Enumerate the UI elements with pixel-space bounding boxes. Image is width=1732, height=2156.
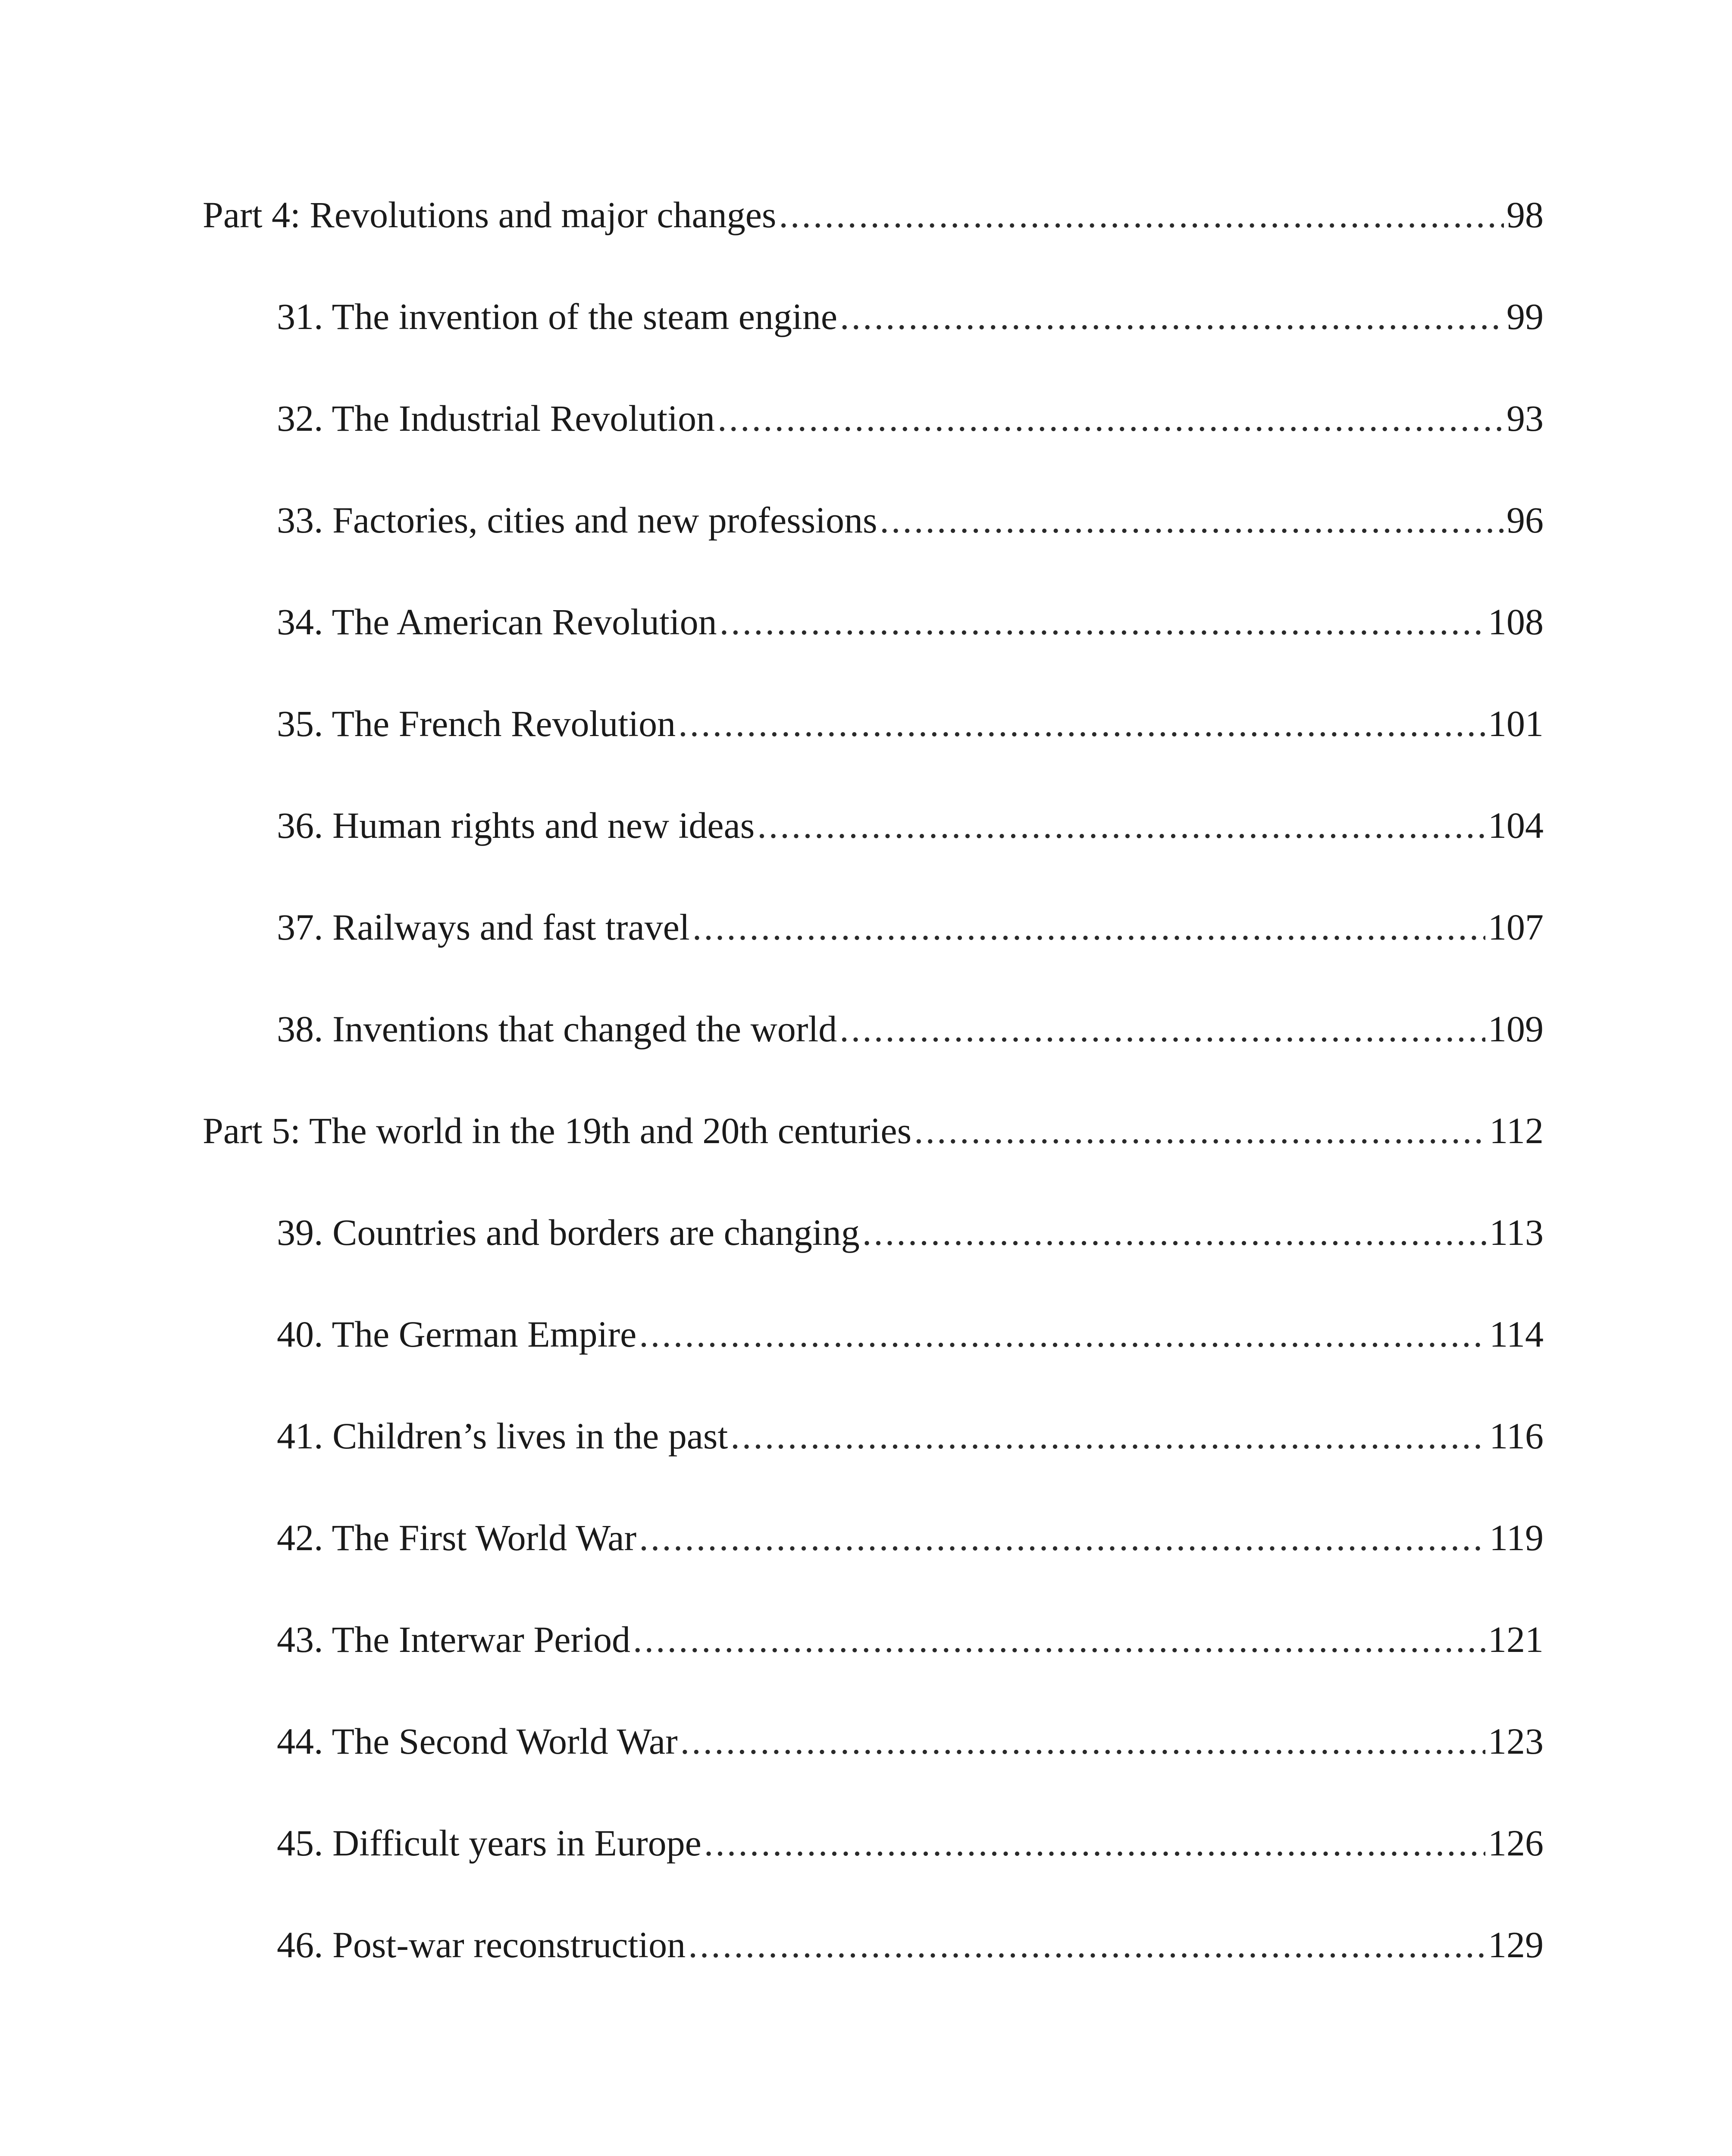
toc-entry-title: 40. The German Empire — [277, 1313, 637, 1355]
toc-page-number: 108 — [1488, 601, 1544, 642]
toc-chapter-entry[interactable] — [203, 1720, 1544, 1824]
toc-page-number: 123 — [1488, 1720, 1544, 1762]
toc-chapter-entry[interactable] — [203, 1417, 1544, 1519]
toc-chapter-entry[interactable] — [203, 1010, 1544, 1112]
toc-entry-title: 43. The Interwar Period — [277, 1619, 630, 1660]
toc-chapter-entry[interactable] — [203, 705, 1544, 807]
toc-page-number: 101 — [1488, 703, 1544, 744]
toc-entry-title: Part 4: Revolutions and major changes — [203, 194, 777, 235]
toc-page-number: 112 — [1489, 1110, 1544, 1151]
toc-part-entry[interactable] — [203, 1112, 1544, 1214]
toc-chapter-entry[interactable] — [203, 1519, 1544, 1621]
toc-page-number: 93 — [1506, 398, 1544, 439]
toc-dot-leader — [840, 298, 1504, 335]
toc-page-number: 113 — [1489, 1212, 1544, 1253]
toc-page-number: 116 — [1489, 1415, 1544, 1457]
toc-page-number: 126 — [1488, 1822, 1544, 1864]
toc-entry-title: 39. Countries and borders are changing — [277, 1212, 860, 1253]
toc-entry-title: 33. Factories, cities and new professions — [277, 499, 877, 541]
toc-chapter-entry[interactable] — [203, 807, 1544, 909]
toc-entry-title: 41. Children’s lives in the past — [277, 1415, 728, 1457]
toc-dot-leader — [720, 603, 1485, 640]
toc-entry-title: 46. Post-war reconstruction — [277, 1924, 686, 1965]
toc-chapter-entry[interactable] — [203, 1926, 1544, 2028]
toc-dot-leader — [688, 1926, 1485, 1963]
toc-chapter-entry[interactable] — [203, 501, 1544, 603]
toc-entry-title: 32. The Industrial Revolution — [277, 398, 715, 439]
toc-chapter-entry[interactable] — [203, 1824, 1544, 1926]
toc-dot-leader — [730, 1417, 1487, 1454]
toc-chapter-entry[interactable] — [203, 1621, 1544, 1723]
toc-dot-leader — [680, 1723, 1485, 1760]
toc-dot-leader — [914, 1112, 1487, 1149]
table-of-contents — [203, 196, 1544, 2028]
toc-dot-leader — [839, 1010, 1485, 1047]
toc-chapter-entry[interactable] — [203, 603, 1544, 705]
toc-page-number: 96 — [1506, 499, 1544, 541]
toc-entry-title: 44. The Second World War — [277, 1720, 678, 1762]
toc-dot-leader — [633, 1621, 1485, 1658]
toc-page-number: 114 — [1489, 1313, 1544, 1355]
toc-entry-title: 42. The First World War — [277, 1517, 637, 1558]
toc-page-number: 107 — [1488, 906, 1544, 948]
toc-chapter-entry[interactable] — [203, 400, 1544, 501]
toc-dot-leader — [639, 1316, 1487, 1353]
toc-chapter-entry[interactable] — [203, 298, 1544, 400]
toc-dot-leader — [880, 501, 1504, 539]
toc-dot-leader — [692, 909, 1485, 946]
toc-dot-leader — [678, 705, 1485, 742]
toc-entry-title: Part 5: The world in the 19th and 20th centuries — [203, 1110, 912, 1151]
toc-dot-leader — [779, 196, 1504, 233]
toc-page-number: 104 — [1488, 805, 1544, 846]
toc-entry-title: 38. Inventions that changed the world — [277, 1008, 837, 1050]
toc-chapter-entry[interactable] — [203, 906, 1544, 1010]
toc-entry-title: 34. The American Revolution — [277, 601, 717, 642]
toc-dot-leader — [639, 1519, 1487, 1556]
toc-entry-title: 35. The French Revolution — [277, 703, 676, 744]
toc-dot-leader — [757, 807, 1485, 844]
toc-dot-leader — [717, 400, 1504, 437]
toc-entry-title: 36. Human rights and new ideas — [277, 805, 755, 846]
toc-page-number: 98 — [1506, 194, 1544, 235]
toc-page-number: 119 — [1489, 1517, 1544, 1558]
toc-entry-title: 31. The invention of the steam engine — [277, 296, 838, 337]
toc-part-entry[interactable] — [203, 196, 1544, 298]
toc-page-number: 121 — [1488, 1619, 1544, 1660]
toc-dot-leader — [862, 1214, 1487, 1251]
toc-page-number: 129 — [1488, 1924, 1544, 1965]
toc-dot-leader — [704, 1824, 1485, 1861]
toc-chapter-entry[interactable] — [203, 1313, 1544, 1417]
toc-entry-title: 37. Railways and fast travel — [277, 906, 690, 948]
toc-page-number: 99 — [1506, 296, 1544, 337]
toc-page-number: 109 — [1488, 1008, 1544, 1050]
toc-entry-title: 45. Difficult years in Europe — [277, 1822, 702, 1864]
toc-chapter-entry[interactable] — [203, 1214, 1544, 1316]
